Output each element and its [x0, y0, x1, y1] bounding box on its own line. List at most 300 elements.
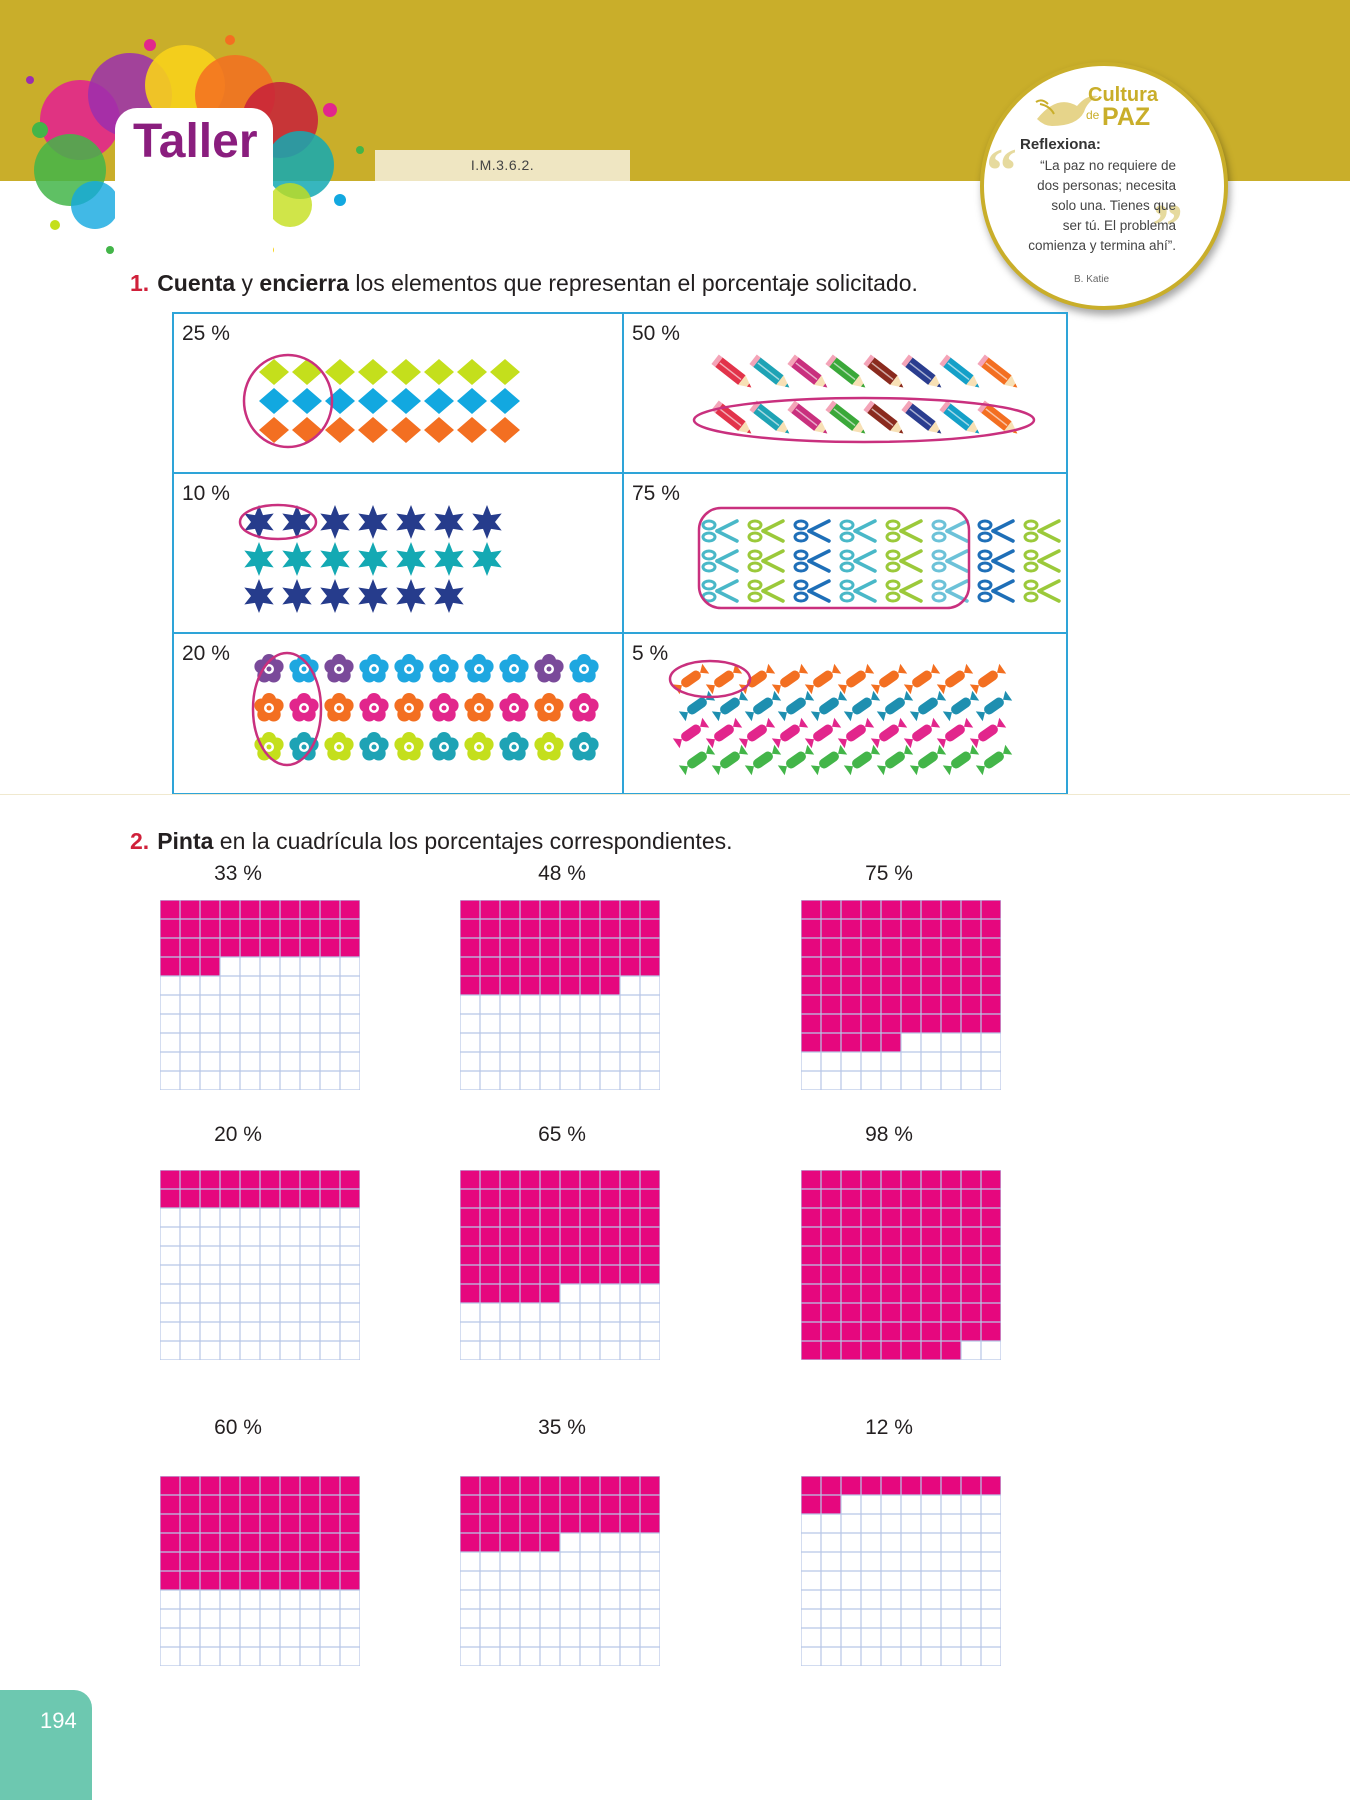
filled-cell[interactable] — [460, 1265, 480, 1284]
filled-cell[interactable] — [961, 900, 981, 919]
filled-cell[interactable] — [280, 938, 300, 957]
filled-cell[interactable] — [961, 1246, 981, 1265]
filled-cell[interactable] — [901, 1189, 921, 1208]
filled-cell[interactable] — [240, 900, 260, 919]
filled-cell[interactable] — [500, 938, 520, 957]
filled-cell[interactable] — [640, 1170, 660, 1189]
filled-cell[interactable] — [580, 919, 600, 938]
filled-cell[interactable] — [620, 1208, 640, 1227]
filled-cell[interactable] — [180, 1514, 200, 1533]
filled-cell[interactable] — [540, 1533, 560, 1552]
filled-cell[interactable] — [580, 1495, 600, 1514]
filled-cell[interactable] — [180, 957, 200, 976]
filled-cell[interactable] — [280, 1552, 300, 1571]
filled-cell[interactable] — [921, 1284, 941, 1303]
filled-cell[interactable] — [560, 976, 580, 995]
filled-cell[interactable] — [460, 1170, 480, 1189]
filled-cell[interactable] — [881, 900, 901, 919]
filled-cell[interactable] — [941, 976, 961, 995]
filled-cell[interactable] — [600, 1208, 620, 1227]
filled-cell[interactable] — [500, 1189, 520, 1208]
filled-cell[interactable] — [220, 919, 240, 938]
filled-cell[interactable] — [801, 1284, 821, 1303]
filled-cell[interactable] — [881, 995, 901, 1014]
filled-cell[interactable] — [861, 938, 881, 957]
filled-cell[interactable] — [921, 1476, 941, 1495]
filled-cell[interactable] — [520, 1227, 540, 1246]
filled-cell[interactable] — [300, 919, 320, 938]
filled-cell[interactable] — [580, 957, 600, 976]
filled-cell[interactable] — [280, 1514, 300, 1533]
filled-cell[interactable] — [620, 1514, 640, 1533]
filled-cell[interactable] — [861, 1033, 881, 1052]
filled-cell[interactable] — [240, 919, 260, 938]
filled-cell[interactable] — [580, 1265, 600, 1284]
filled-cell[interactable] — [861, 1476, 881, 1495]
filled-cell[interactable] — [540, 1265, 560, 1284]
filled-cell[interactable] — [640, 900, 660, 919]
filled-cell[interactable] — [560, 957, 580, 976]
filled-cell[interactable] — [821, 1495, 841, 1514]
filled-cell[interactable] — [540, 1246, 560, 1265]
filled-cell[interactable] — [861, 1341, 881, 1360]
filled-cell[interactable] — [160, 1189, 180, 1208]
filled-cell[interactable] — [921, 1208, 941, 1227]
filled-cell[interactable] — [981, 919, 1001, 938]
filled-cell[interactable] — [260, 919, 280, 938]
filled-cell[interactable] — [200, 1514, 220, 1533]
filled-cell[interactable] — [901, 1246, 921, 1265]
filled-cell[interactable] — [801, 957, 821, 976]
filled-cell[interactable] — [480, 1265, 500, 1284]
hundred-grid[interactable] — [160, 1170, 360, 1360]
filled-cell[interactable] — [821, 995, 841, 1014]
filled-cell[interactable] — [480, 1189, 500, 1208]
filled-cell[interactable] — [640, 1246, 660, 1265]
filled-cell[interactable] — [861, 919, 881, 938]
filled-cell[interactable] — [540, 938, 560, 957]
filled-cell[interactable] — [300, 1533, 320, 1552]
hundred-grid[interactable] — [460, 1476, 660, 1666]
filled-cell[interactable] — [921, 919, 941, 938]
filled-cell[interactable] — [961, 1322, 981, 1341]
filled-cell[interactable] — [620, 1246, 640, 1265]
filled-cell[interactable] — [801, 1341, 821, 1360]
filled-cell[interactable] — [841, 1208, 861, 1227]
filled-cell[interactable] — [320, 1476, 340, 1495]
filled-cell[interactable] — [861, 1246, 881, 1265]
filled-cell[interactable] — [300, 1476, 320, 1495]
hundred-grid[interactable] — [801, 900, 1001, 1090]
filled-cell[interactable] — [620, 1476, 640, 1495]
filled-cell[interactable] — [841, 1189, 861, 1208]
filled-cell[interactable] — [801, 1246, 821, 1265]
filled-cell[interactable] — [300, 1552, 320, 1571]
filled-cell[interactable] — [540, 1170, 560, 1189]
filled-cell[interactable] — [801, 1476, 821, 1495]
filled-cell[interactable] — [941, 1284, 961, 1303]
filled-cell[interactable] — [220, 1476, 240, 1495]
filled-cell[interactable] — [861, 995, 881, 1014]
filled-cell[interactable] — [901, 919, 921, 938]
filled-cell[interactable] — [600, 938, 620, 957]
filled-cell[interactable] — [500, 976, 520, 995]
filled-cell[interactable] — [801, 1033, 821, 1052]
filled-cell[interactable] — [460, 919, 480, 938]
filled-cell[interactable] — [861, 1322, 881, 1341]
filled-cell[interactable] — [560, 919, 580, 938]
filled-cell[interactable] — [841, 919, 861, 938]
filled-cell[interactable] — [801, 1495, 821, 1514]
filled-cell[interactable] — [340, 1514, 360, 1533]
filled-cell[interactable] — [480, 1514, 500, 1533]
filled-cell[interactable] — [961, 1227, 981, 1246]
filled-cell[interactable] — [841, 938, 861, 957]
filled-cell[interactable] — [801, 1170, 821, 1189]
filled-cell[interactable] — [841, 1322, 861, 1341]
filled-cell[interactable] — [460, 1284, 480, 1303]
filled-cell[interactable] — [580, 1189, 600, 1208]
filled-cell[interactable] — [520, 1284, 540, 1303]
filled-cell[interactable] — [981, 1170, 1001, 1189]
filled-cell[interactable] — [921, 1265, 941, 1284]
filled-cell[interactable] — [841, 1476, 861, 1495]
filled-cell[interactable] — [580, 1476, 600, 1495]
filled-cell[interactable] — [941, 1341, 961, 1360]
filled-cell[interactable] — [921, 1189, 941, 1208]
filled-cell[interactable] — [821, 1208, 841, 1227]
filled-cell[interactable] — [480, 1284, 500, 1303]
filled-cell[interactable] — [640, 938, 660, 957]
filled-cell[interactable] — [600, 1476, 620, 1495]
filled-cell[interactable] — [921, 1303, 941, 1322]
filled-cell[interactable] — [200, 1571, 220, 1590]
filled-cell[interactable] — [180, 900, 200, 919]
filled-cell[interactable] — [941, 1303, 961, 1322]
filled-cell[interactable] — [841, 957, 861, 976]
filled-cell[interactable] — [260, 1514, 280, 1533]
filled-cell[interactable] — [901, 900, 921, 919]
filled-cell[interactable] — [981, 1246, 1001, 1265]
filled-cell[interactable] — [961, 1014, 981, 1033]
filled-cell[interactable] — [280, 900, 300, 919]
filled-cell[interactable] — [480, 976, 500, 995]
filled-cell[interactable] — [240, 1533, 260, 1552]
filled-cell[interactable] — [260, 938, 280, 957]
filled-cell[interactable] — [220, 1189, 240, 1208]
filled-cell[interactable] — [520, 1246, 540, 1265]
filled-cell[interactable] — [981, 900, 1001, 919]
filled-cell[interactable] — [841, 1265, 861, 1284]
filled-cell[interactable] — [340, 1189, 360, 1208]
filled-cell[interactable] — [180, 919, 200, 938]
filled-cell[interactable] — [640, 1514, 660, 1533]
filled-cell[interactable] — [460, 938, 480, 957]
filled-cell[interactable] — [560, 1189, 580, 1208]
filled-cell[interactable] — [941, 919, 961, 938]
filled-cell[interactable] — [640, 1208, 660, 1227]
filled-cell[interactable] — [560, 1514, 580, 1533]
filled-cell[interactable] — [861, 900, 881, 919]
filled-cell[interactable] — [981, 1303, 1001, 1322]
filled-cell[interactable] — [801, 1014, 821, 1033]
filled-cell[interactable] — [200, 1552, 220, 1571]
filled-cell[interactable] — [640, 1227, 660, 1246]
filled-cell[interactable] — [861, 1284, 881, 1303]
filled-cell[interactable] — [160, 1170, 180, 1189]
filled-cell[interactable] — [260, 1476, 280, 1495]
filled-cell[interactable] — [460, 976, 480, 995]
filled-cell[interactable] — [160, 1571, 180, 1590]
filled-cell[interactable] — [280, 1170, 300, 1189]
filled-cell[interactable] — [901, 1227, 921, 1246]
filled-cell[interactable] — [841, 900, 861, 919]
filled-cell[interactable] — [881, 1033, 901, 1052]
filled-cell[interactable] — [540, 976, 560, 995]
filled-cell[interactable] — [340, 1571, 360, 1590]
filled-cell[interactable] — [180, 1170, 200, 1189]
filled-cell[interactable] — [620, 1189, 640, 1208]
filled-cell[interactable] — [801, 900, 821, 919]
filled-cell[interactable] — [500, 1476, 520, 1495]
filled-cell[interactable] — [861, 1227, 881, 1246]
filled-cell[interactable] — [620, 1170, 640, 1189]
filled-cell[interactable] — [961, 919, 981, 938]
filled-cell[interactable] — [500, 1246, 520, 1265]
filled-cell[interactable] — [801, 995, 821, 1014]
filled-cell[interactable] — [620, 957, 640, 976]
filled-cell[interactable] — [520, 1170, 540, 1189]
filled-cell[interactable] — [480, 900, 500, 919]
filled-cell[interactable] — [640, 1265, 660, 1284]
filled-cell[interactable] — [540, 919, 560, 938]
filled-cell[interactable] — [480, 957, 500, 976]
filled-cell[interactable] — [180, 1571, 200, 1590]
filled-cell[interactable] — [580, 1227, 600, 1246]
filled-cell[interactable] — [220, 938, 240, 957]
filled-cell[interactable] — [300, 1189, 320, 1208]
filled-cell[interactable] — [260, 1552, 280, 1571]
filled-cell[interactable] — [460, 1514, 480, 1533]
filled-cell[interactable] — [200, 1189, 220, 1208]
filled-cell[interactable] — [881, 1476, 901, 1495]
filled-cell[interactable] — [640, 919, 660, 938]
filled-cell[interactable] — [520, 976, 540, 995]
filled-cell[interactable] — [861, 1170, 881, 1189]
filled-cell[interactable] — [961, 1189, 981, 1208]
filled-cell[interactable] — [180, 1533, 200, 1552]
filled-cell[interactable] — [881, 1014, 901, 1033]
filled-cell[interactable] — [600, 1246, 620, 1265]
filled-cell[interactable] — [941, 1246, 961, 1265]
filled-cell[interactable] — [180, 1189, 200, 1208]
filled-cell[interactable] — [841, 1033, 861, 1052]
filled-cell[interactable] — [821, 1033, 841, 1052]
filled-cell[interactable] — [520, 1208, 540, 1227]
filled-cell[interactable] — [901, 957, 921, 976]
filled-cell[interactable] — [560, 1208, 580, 1227]
filled-cell[interactable] — [821, 900, 841, 919]
filled-cell[interactable] — [540, 1227, 560, 1246]
filled-cell[interactable] — [640, 1495, 660, 1514]
filled-cell[interactable] — [260, 1495, 280, 1514]
filled-cell[interactable] — [340, 1552, 360, 1571]
filled-cell[interactable] — [861, 1303, 881, 1322]
filled-cell[interactable] — [801, 919, 821, 938]
filled-cell[interactable] — [300, 1495, 320, 1514]
filled-cell[interactable] — [460, 1189, 480, 1208]
filled-cell[interactable] — [600, 957, 620, 976]
filled-cell[interactable] — [841, 1170, 861, 1189]
filled-cell[interactable] — [941, 1322, 961, 1341]
filled-cell[interactable] — [560, 1495, 580, 1514]
filled-cell[interactable] — [240, 1552, 260, 1571]
filled-cell[interactable] — [881, 1227, 901, 1246]
filled-cell[interactable] — [620, 1265, 640, 1284]
filled-cell[interactable] — [340, 900, 360, 919]
filled-cell[interactable] — [961, 957, 981, 976]
filled-cell[interactable] — [981, 1189, 1001, 1208]
filled-cell[interactable] — [881, 1322, 901, 1341]
hundred-grid[interactable] — [160, 1476, 360, 1666]
filled-cell[interactable] — [320, 1495, 340, 1514]
filled-cell[interactable] — [821, 1265, 841, 1284]
filled-cell[interactable] — [941, 1170, 961, 1189]
filled-cell[interactable] — [200, 1170, 220, 1189]
filled-cell[interactable] — [580, 976, 600, 995]
filled-cell[interactable] — [921, 1170, 941, 1189]
filled-cell[interactable] — [240, 1495, 260, 1514]
filled-cell[interactable] — [600, 900, 620, 919]
filled-cell[interactable] — [480, 938, 500, 957]
filled-cell[interactable] — [460, 1533, 480, 1552]
filled-cell[interactable] — [460, 1476, 480, 1495]
filled-cell[interactable] — [981, 1227, 1001, 1246]
filled-cell[interactable] — [300, 1170, 320, 1189]
filled-cell[interactable] — [600, 1514, 620, 1533]
filled-cell[interactable] — [500, 1284, 520, 1303]
filled-cell[interactable] — [600, 919, 620, 938]
filled-cell[interactable] — [560, 938, 580, 957]
filled-cell[interactable] — [280, 919, 300, 938]
filled-cell[interactable] — [801, 1227, 821, 1246]
filled-cell[interactable] — [340, 1476, 360, 1495]
filled-cell[interactable] — [821, 938, 841, 957]
filled-cell[interactable] — [500, 1495, 520, 1514]
filled-cell[interactable] — [640, 1189, 660, 1208]
filled-cell[interactable] — [901, 995, 921, 1014]
filled-cell[interactable] — [200, 938, 220, 957]
filled-cell[interactable] — [460, 957, 480, 976]
filled-cell[interactable] — [160, 919, 180, 938]
filled-cell[interactable] — [240, 1189, 260, 1208]
filled-cell[interactable] — [620, 919, 640, 938]
filled-cell[interactable] — [300, 1514, 320, 1533]
filled-cell[interactable] — [941, 1476, 961, 1495]
filled-cell[interactable] — [200, 1495, 220, 1514]
filled-cell[interactable] — [180, 1552, 200, 1571]
filled-cell[interactable] — [160, 1495, 180, 1514]
filled-cell[interactable] — [600, 1170, 620, 1189]
filled-cell[interactable] — [881, 1189, 901, 1208]
filled-cell[interactable] — [540, 900, 560, 919]
filled-cell[interactable] — [340, 1533, 360, 1552]
filled-cell[interactable] — [881, 1284, 901, 1303]
filled-cell[interactable] — [921, 1227, 941, 1246]
filled-cell[interactable] — [801, 1189, 821, 1208]
filled-cell[interactable] — [941, 938, 961, 957]
filled-cell[interactable] — [821, 976, 841, 995]
filled-cell[interactable] — [801, 938, 821, 957]
filled-cell[interactable] — [540, 1514, 560, 1533]
filled-cell[interactable] — [941, 900, 961, 919]
filled-cell[interactable] — [560, 1170, 580, 1189]
filled-cell[interactable] — [821, 1303, 841, 1322]
filled-cell[interactable] — [901, 1208, 921, 1227]
filled-cell[interactable] — [981, 995, 1001, 1014]
filled-cell[interactable] — [200, 919, 220, 938]
filled-cell[interactable] — [320, 919, 340, 938]
filled-cell[interactable] — [320, 1552, 340, 1571]
filled-cell[interactable] — [881, 1208, 901, 1227]
filled-cell[interactable] — [200, 1476, 220, 1495]
filled-cell[interactable] — [861, 976, 881, 995]
filled-cell[interactable] — [500, 957, 520, 976]
filled-cell[interactable] — [280, 1189, 300, 1208]
filled-cell[interactable] — [480, 1476, 500, 1495]
filled-cell[interactable] — [320, 1533, 340, 1552]
filled-cell[interactable] — [520, 938, 540, 957]
filled-cell[interactable] — [901, 1341, 921, 1360]
filled-cell[interactable] — [981, 938, 1001, 957]
filled-cell[interactable] — [500, 919, 520, 938]
filled-cell[interactable] — [160, 1552, 180, 1571]
filled-cell[interactable] — [600, 1265, 620, 1284]
filled-cell[interactable] — [841, 1341, 861, 1360]
filled-cell[interactable] — [881, 1265, 901, 1284]
filled-cell[interactable] — [580, 1246, 600, 1265]
filled-cell[interactable] — [580, 1170, 600, 1189]
filled-cell[interactable] — [480, 1533, 500, 1552]
filled-cell[interactable] — [901, 1265, 921, 1284]
filled-cell[interactable] — [901, 1170, 921, 1189]
filled-cell[interactable] — [220, 900, 240, 919]
filled-cell[interactable] — [500, 1170, 520, 1189]
filled-cell[interactable] — [921, 900, 941, 919]
filled-cell[interactable] — [961, 1208, 981, 1227]
filled-cell[interactable] — [160, 1476, 180, 1495]
filled-cell[interactable] — [280, 1495, 300, 1514]
filled-cell[interactable] — [841, 1284, 861, 1303]
filled-cell[interactable] — [941, 1208, 961, 1227]
filled-cell[interactable] — [500, 1227, 520, 1246]
filled-cell[interactable] — [260, 1170, 280, 1189]
filled-cell[interactable] — [861, 957, 881, 976]
filled-cell[interactable] — [160, 1533, 180, 1552]
filled-cell[interactable] — [200, 1533, 220, 1552]
filled-cell[interactable] — [240, 1514, 260, 1533]
filled-cell[interactable] — [981, 1014, 1001, 1033]
filled-cell[interactable] — [500, 1208, 520, 1227]
filled-cell[interactable] — [220, 1514, 240, 1533]
filled-cell[interactable] — [861, 1208, 881, 1227]
filled-cell[interactable] — [460, 900, 480, 919]
filled-cell[interactable] — [921, 1014, 941, 1033]
filled-cell[interactable] — [520, 1514, 540, 1533]
filled-cell[interactable] — [520, 1495, 540, 1514]
filled-cell[interactable] — [981, 1208, 1001, 1227]
filled-cell[interactable] — [260, 900, 280, 919]
